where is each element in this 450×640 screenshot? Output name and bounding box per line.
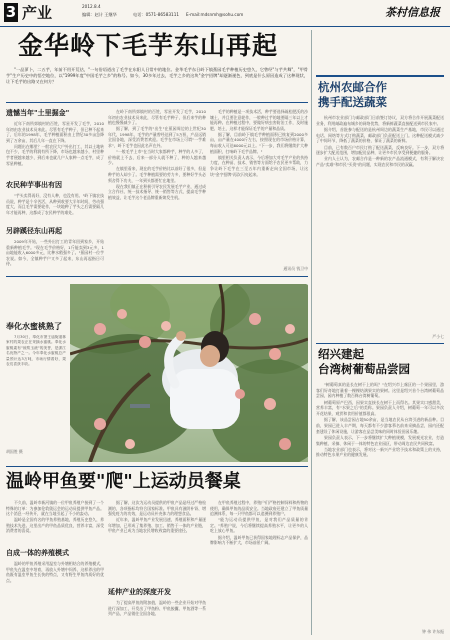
sidebar1-top-rule: [316, 75, 444, 77]
story2-bottom-rule: [6, 466, 308, 467]
sidebar1-headline-line1: 杭州农邮合作: [318, 80, 387, 94]
paragraph: 据了解，该品尝园占地50余亩，是当地农民从台湾引进的新品种。目前，果园已进入丰产期，每天都有不少游客慕名前来采摘品尝，园内还配套建设了休闲设施，让游客在品尝美味的同时体验田园乐趣。: [316, 417, 444, 434]
paragraph: "一般毛芋上市"在当时大家都种芋，种芋的人多了，价格就上不去，后来一部分人就不种了，种的人越来越少。: [108, 149, 206, 166]
paragraph: 杭州市农业部门与邮政部门日前签订协议，双方将合作开展蔬菜配送业务，利用邮政遍布城乡的网络优势，将新鲜蔬菜直接配送到市民家中。: [316, 115, 444, 126]
paragraph: 问题出在哪里？一般农民大户外出打工，其以土地转包不少，毛芋的利润有所下降，市场也越来越小，村里种芋者便越来越少，到后来也就几户人家种一点毛芋，成了零星种植。: [6, 143, 104, 166]
paragraph: 目前，已有数百户市民订购了配送蔬菜，反响良好。下一步，双方将逐步扩大配送范围，增加配送品种，让更多市民享受到便捷的服务。: [316, 144, 444, 156]
story1-col1-bottom: [6, 239, 104, 271]
newspaper-brand: 茶村信息报: [385, 6, 440, 19]
paragraph: 在岭下南所郊镇村的百姓，零星开发了毛芋，2010年初由农业技术员来此，尽管有毛芋种子，但后来芋的种植也慢慢减少了。: [108, 109, 206, 126]
story3-col1-bottom: [6, 561, 104, 635]
paragraph: 镇里相关负责人表示，今后将加大对毛芋产业的扶持力度，在种苗、技术、销售等方面给予农民更多帮助，力争让岭下毛芋在三至五年内重新走向全国市场，让这块"金字招牌"再次闪亮起来。: [210, 154, 308, 177]
paragraph: 在甲鱼养殖过程中，养殖户们严格控制饲料和药物的使用，确保甲鱼的品质安全。当地政府还建立了甲鱼质量追溯体系，每一只甲鱼都可以追溯到养殖户。: [210, 500, 308, 517]
story1-subhead-3: 另辟蹊径东山再起: [6, 227, 62, 235]
paragraph: 现在我们镇正在积极引导农民发展毛芋产业，通过成立合作社、统一技术指导、统一销售等方式，提高毛芋种植效益，让毛芋这个老品牌重新焕发生机。: [108, 183, 206, 200]
story1-col3: [210, 109, 308, 265]
story3-subhead-2: 延伸产业的深度开发: [108, 588, 171, 596]
paragraph: 温岭是全国有名的甲鱼养殖基地，养殖历史悠久，养殖技术先进。这里出产的甲鱼品质优良，营养丰富，深受消费者的喜爱。: [6, 517, 104, 534]
paragraph: 2009年开始，一些外出打工的青年回到家乡，开始重新种植毛芋。"现在毛芋价格好，1斤能卖到3元多，1亩地能收入6000多元，比种水稻强多了。"蕉园村一位芋农说。如今，全镇种芋户又多了起来，东山再起指日可待。: [6, 239, 104, 267]
paragraph: 温岭的甲鱼养殖采用温室与外塘相结合的养殖模式，甲鱼先在温室中培育，再放入外塘中饲养，这样养出的甲鱼既有温室甲鱼生长快的特点，又有野生甲鱼肉质好的优点。: [6, 561, 104, 583]
sidebar1-body: [316, 115, 444, 333]
story1-subhead-1: 遗憾当年"土里掘金": [6, 109, 70, 117]
editor-credit: 编辑：赵计 王继华: [82, 12, 117, 17]
paragraph: 据介绍，温岭甲鱼已获得国家地理标志产品保护，品牌影响力不断扩大，市场前景广阔。: [210, 534, 308, 546]
peach-orchard-image: [70, 284, 308, 462]
section-title: 产业: [22, 4, 53, 22]
paragraph: 据介绍，首批参与配送的是杭州周边的蔬菜生产基地，市民可以通过电话、网络等方式订购蔬菜，邮政部门负责配送上门。这种配送模式减少了中间环节，降低了蔬菜的价格，保证了蔬菜的新鲜。: [316, 126, 444, 144]
paragraph: 近年下南所郊镇村的百姓，零星开发了毛芋，2010年初由农业技术员来此。尽管有毛芋种子，但已种不起来了，后年的1998年，毛芋种植面积由上世纪30多亩急降到了万余亩，其后几年一直在下降。: [6, 121, 104, 143]
paragraph: 据了解，这次为运动员提供的甲鱼产品是经过严格检测的，各项指标均符合国家标准。甲鱼具有滋阴补肾、增强免疫力的功效，是运动员补充体力的理想食品。: [108, 500, 206, 517]
paragraph: 近年来，温岭甲鱼产业发展迅速，养殖面积和产量逐年增加，已形成了集养殖、加工、销售于一体的产业链，甲鱼产业已成为当地农民增收致富的重要途径。: [108, 517, 206, 534]
sidebar1-headline-line2: 携手配送蔬菜: [318, 95, 387, 109]
page-number: 3: [5, 3, 17, 21]
photo-story-title: 奉化水蜜桃熟了: [6, 322, 62, 331]
paragraph: 为了提高甲鱼的附加值，温岭的一些企业开始对甲鱼进行深加工，开发出了甲鱼粉、甲鱼胶囊、甲鱼酒等一系列产品，产品销往全国各地。: [108, 600, 206, 617]
story3-headline: 温岭甲鱼要"爬"上运动员餐桌: [6, 471, 241, 492]
story1-bottom-rule: [6, 276, 308, 277]
paragraph: 据了解，目前岭下镇毛芋种植面积已恢复到2000多亩，亩产量在4000斤左右，按照现在的市场价格计算，每亩收入可达6000元以上。"下一步，我们将继续扩大种植面积，打响岭下毛芋品牌。": [210, 131, 308, 154]
paragraph: 当地农业部门也表示，将对这一新兴产业给予技术和政策上的支持，推动特色水果产业的健康发展。: [316, 446, 444, 458]
paragraph: 树葡萄原产巴西，因果实直接长在树干上而得名。其果实口感甜美，营养丰富，有"水果之后"的美称。果园负责人介绍，树葡萄一年可以多次开花结果，观赏和食用价值都很高。: [316, 399, 444, 417]
story1-col1-mid: [6, 193, 104, 223]
story1-lead-text: "一品萝卜，二五芋，年前不用开荒估，"一句俗语道出了毛芋在东阳人日常中的地位。金华毛芋东日岭下镇蕉园毛芋种植历史悠久，它曾经"与芋共舞"，"甲骨芋"生产历史中的悟空地位，以"1999年度"中国毛芋之乡"的称号。如今，30多年过去，毛芋之乡的这块"金字招牌"却逐渐褪色，到底是什么原因造成了这种现状，让下毛芋的出路又在何方？: [6, 67, 308, 84]
sidebar2-top-rule: [316, 343, 444, 344]
story3-subhead-1: 自成一体的养殖模式: [6, 549, 69, 557]
email-address: E-mail:mdsnmh@sohu.com: [186, 12, 244, 17]
paragraph: "芋头卖得再好，没有人种，也没有用。"岭下镇农技员说，种芋是个辛苦活，从种到收要大半年时间，劳动强度大，而且毛芋需要轮作，一块地种了芋头之后需要隔几年才能再种，这都成了农民种芋的难处。: [6, 193, 104, 215]
peach-harvest-photo: [70, 284, 308, 462]
sidebar2-body: [316, 382, 444, 628]
sidebar2-headline-line1: 绍兴建起: [318, 347, 364, 361]
column-divider: [311, 30, 312, 635]
story1-rule: [6, 102, 308, 103]
phone-number: 电话：0571-86583111: [133, 12, 180, 17]
story3-col2-bottom: [108, 600, 206, 635]
photo-caption: [6, 335, 66, 445]
paragraph: 果园负责人表示，下一步将继续扩大种植规模，发展观光农业，打造集种植、采摘、休闲于一体的特色农业园区，带动周边农民共同致富。: [316, 434, 444, 446]
sidebar2-author: 钟 伟 许东振: [422, 629, 444, 634]
paragraph: 在镇里看来，现在的毛芋价格比以前好了很多，但是种芋的人却少了。毛芋种植需要的劳力多，要种好芋头必须舍得下功夫，一年到头都要忙在地里。: [108, 166, 206, 183]
sidebar2-headline-line2: 台湾树葡萄品尝园: [318, 362, 410, 376]
story3-col1-top: [6, 500, 104, 546]
paragraph: "树葡萄真的是长在树干上的吗？"在绍兴市上虞区的一个果园里，游客们好奇地打量着一棵棵结满果实的果树。这里是绍兴首个台湾树葡萄品尝园，园内种植了数百株台湾树葡萄。: [316, 382, 444, 399]
paragraph: 不久前，温岭市新河镇的一位甲鱼养殖户接到了一个特殊的订单：为参加伦敦奥运会的运动员提供甲鱼产品。这个消息一经传开，就在当地引起了不小的轰动。: [6, 500, 104, 517]
paragraph: 毛芋的种植是一项技术活，种芋要选择疏松肥沃的沙壤土，并且要注意轮作，一般种过芋的地要隔三年以上才能再种。在种植过程中，要做好病虫害防治工作，及时施肥、培土，这样才能保证毛芋的产量和品质。: [210, 109, 308, 131]
story1-col1-top: [6, 121, 104, 176]
story3-col3: [210, 500, 308, 635]
story1-col2: [108, 109, 206, 271]
caption-text: 7月30日，奉化市萧王庙街道林家村的果农正在采摘水蜜桃。奉化水蜜桃素有"琼浆玉液"的美誉，是浙江名优特产之一。今年奉化水蜜桃总产量预计达3万吨，市场行情看好，果农们喜获丰收。: [6, 335, 66, 367]
story1-lead: [6, 67, 308, 100]
paragraph: 据了解，到了毛芋的"出生"在蕉园周边的上世纪30年代，1998年，毛芋的产量曾经达到了5万担，产品远销全国各地，深受消费者欢迎。毛芋在市场上可谓"一芋难求"，岭下毛芋也因此名声在外。: [108, 126, 206, 149]
photo-credit: 胡国胜 摄: [6, 449, 23, 454]
issue-date: 2012.8.4: [82, 4, 101, 9]
story1-author: 通讯员 钱卫中: [283, 266, 308, 271]
story1-subhead-2: 农民种芋事出有因: [6, 181, 62, 189]
sidebar1-author: 严小七: [432, 334, 444, 339]
paragraph: "能为运动员提供甲鱼，是对我们产品质量的肯定。"养殖户说，今后将继续提高养殖水平，让更多的人吃上放心甲鱼。: [210, 517, 308, 534]
story3-col2-top: [108, 500, 206, 584]
story1-headline: 金华岭下毛芋东山再起: [18, 31, 279, 60]
paragraph: 业内人士认为，农邮合作是一种新的农产品流通模式，有利于解决农产品"卖难"和市民"买贵"的问题，实现农民和市民的双赢。: [316, 156, 444, 168]
